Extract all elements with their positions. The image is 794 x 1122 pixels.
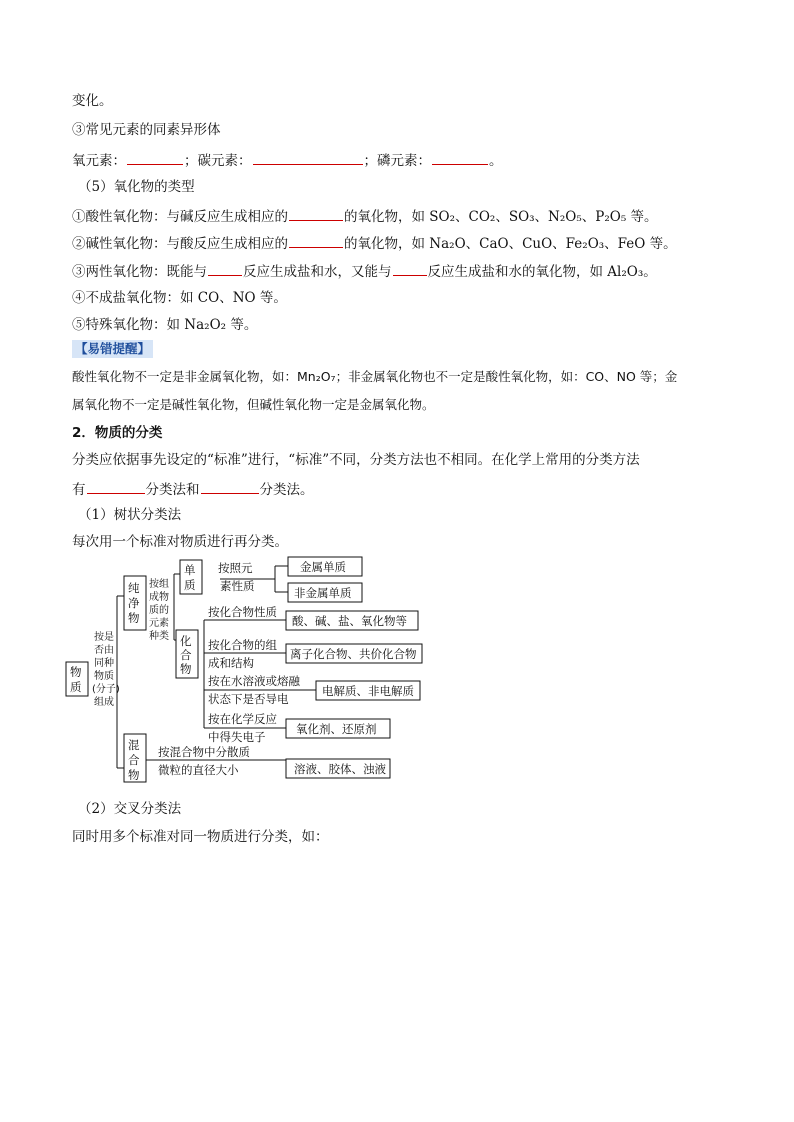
blank-method-1[interactable] <box>87 479 145 494</box>
c1-result: 酸、碱、盐、氧化物等 <box>292 614 407 628</box>
mixture-label-1: 混 <box>128 738 140 752</box>
svg-text:(分子): (分子) <box>92 684 120 695</box>
blank-amph-1[interactable] <box>208 261 242 276</box>
acidic-oxide-a: ①酸性氧化物：与碱反应生成相应的 <box>72 209 288 225</box>
c2-criterion-2: 成和结构 <box>208 656 254 670</box>
compound-label-2: 合 <box>180 648 192 662</box>
tip-label: 【易错提醒】 <box>72 340 153 358</box>
c4-criterion-1: 按在化学反应 <box>208 712 277 726</box>
mixture-label-2: 合 <box>128 753 140 767</box>
mixture-label-3: 物 <box>128 768 140 782</box>
element-criterion-1: 按照元 <box>218 561 253 575</box>
blank-method-2[interactable] <box>201 479 259 494</box>
phosphorus-label: ；磷元素： <box>363 153 431 169</box>
amphoteric-b: 反应生成盐和水，又能与 <box>243 264 392 280</box>
tip-line-1: 酸性氧化物不一定是非金属氧化物，如：Mn₂O₇；非金属氧化物也不一定是酸性氧化物，如：CO、NO 等；金 <box>72 369 678 384</box>
element-label-1: 单 <box>184 563 196 577</box>
blank-oxygen[interactable] <box>127 150 183 165</box>
blank-basic[interactable] <box>289 233 343 248</box>
svg-text:否由: 否由 <box>94 645 114 656</box>
c3-criterion-1: 按在水溶液或熔融 <box>208 674 300 688</box>
para-2 <box>72 479 314 499</box>
pure-label-1: 纯 <box>128 581 140 595</box>
element-label-2: 质 <box>184 578 196 592</box>
para-2-b: 分类法和 <box>145 482 200 498</box>
root-criterion <box>92 630 120 708</box>
c4-criterion-2: 中得失电子 <box>208 730 266 744</box>
element-criterion-2: 素性质 <box>220 579 255 593</box>
svg-text:组成: 组成 <box>94 697 114 708</box>
basic-oxide-a: ②碱性氧化物：与酸反应生成相应的 <box>72 236 288 252</box>
blank-carbon[interactable] <box>253 150 363 165</box>
svg-text:成物: 成物 <box>149 592 169 603</box>
section-heading: 2．物质的分类 <box>72 425 163 441</box>
pure-criterion <box>149 577 169 642</box>
classification-tree-diagram <box>60 552 430 790</box>
subsection-1: （1）树状分类法 <box>78 507 182 523</box>
svg-text:质的: 质的 <box>149 605 169 616</box>
blank-amph-2[interactable] <box>393 261 427 276</box>
compound-label-1: 化 <box>180 634 192 648</box>
c2-criterion-1: 按化合物的组 <box>208 638 277 652</box>
metal-label: 金属单质 <box>300 560 346 574</box>
acidic-oxide-b: 的氧化物，如 SO₂、CO₂、SO₃、N₂O₅、P₂O₅ 等。 <box>344 209 658 225</box>
subsection-2-desc: 同时用多个标准对同一物质进行分类，如： <box>72 829 329 845</box>
root-label-2: 质 <box>70 680 82 694</box>
nonmetal-label: 非金属单质 <box>294 586 352 600</box>
c3-criterion-2: 状态下是否导电 <box>208 692 289 706</box>
svg-text:按组: 按组 <box>149 579 169 590</box>
svg-text:同种: 同种 <box>94 658 114 669</box>
oxygen-label: 氧元素： <box>72 153 126 169</box>
line-3 <box>72 150 503 170</box>
svg-text:元素: 元素 <box>149 618 169 629</box>
svg-text:按是: 按是 <box>94 632 114 643</box>
pure-label-3: 物 <box>128 611 140 625</box>
line-6 <box>72 233 677 253</box>
c3-result: 电解质、非电解质 <box>322 684 414 698</box>
line-9: ⑤特殊氧化物：如 Na₂O₂ 等。 <box>72 317 258 333</box>
line-8: ④不成盐氧化物：如 CO、NO 等。 <box>72 290 287 306</box>
subsection-1-desc: 每次用一个标准对物质进行再分类。 <box>72 534 288 550</box>
svg-text:物质: 物质 <box>94 671 114 682</box>
line-7 <box>72 261 657 281</box>
c1-criterion: 按化合物性质 <box>208 605 277 619</box>
m-criterion-1: 按混合物中分散质 <box>158 745 250 759</box>
amphoteric-a: ③两性氧化物：既能与 <box>72 264 207 280</box>
tip-line-2: 属氧化物不一定是碱性氧化物，但碱性氧化物一定是金属氧化物。 <box>72 397 435 412</box>
subsection-2: （2）交叉分类法 <box>78 801 182 817</box>
line-5 <box>72 206 658 226</box>
line-2: ③常见元素的同素异形体 <box>72 122 221 138</box>
para-2-a: 有 <box>72 482 86 498</box>
blank-acidic[interactable] <box>289 206 343 221</box>
line-1: 变化。 <box>72 93 113 109</box>
line-4: （5）氧化物的类型 <box>78 179 195 195</box>
carbon-label: ；碳元素： <box>184 153 252 169</box>
amphoteric-c: 反应生成盐和水的氧化物，如 Al₂O₃。 <box>427 264 657 280</box>
para-2-c: 分类法。 <box>259 482 314 498</box>
c4-result: 氧化剂、还原剂 <box>296 722 377 736</box>
period: 。 <box>489 153 503 169</box>
svg-text:种类: 种类 <box>149 631 169 642</box>
c2-result: 离子化合物、共价化合物 <box>290 647 417 661</box>
root-label-1: 物 <box>70 665 82 679</box>
blank-phosphorus[interactable] <box>432 150 488 165</box>
pure-label-2: 净 <box>128 596 140 610</box>
basic-oxide-b: 的氧化物，如 Na₂O、CaO、CuO、Fe₂O₃、FeO 等。 <box>344 236 677 252</box>
m-result: 溶液、胶体、浊液 <box>294 762 386 776</box>
compound-label-3: 物 <box>180 662 192 676</box>
m-criterion-2: 微粒的直径大小 <box>158 763 239 777</box>
para-1: 分类应依据事先设定的“标准”进行，“标准”不同，分类方法也不相同。在化学上常用的分类方法 <box>72 452 640 468</box>
